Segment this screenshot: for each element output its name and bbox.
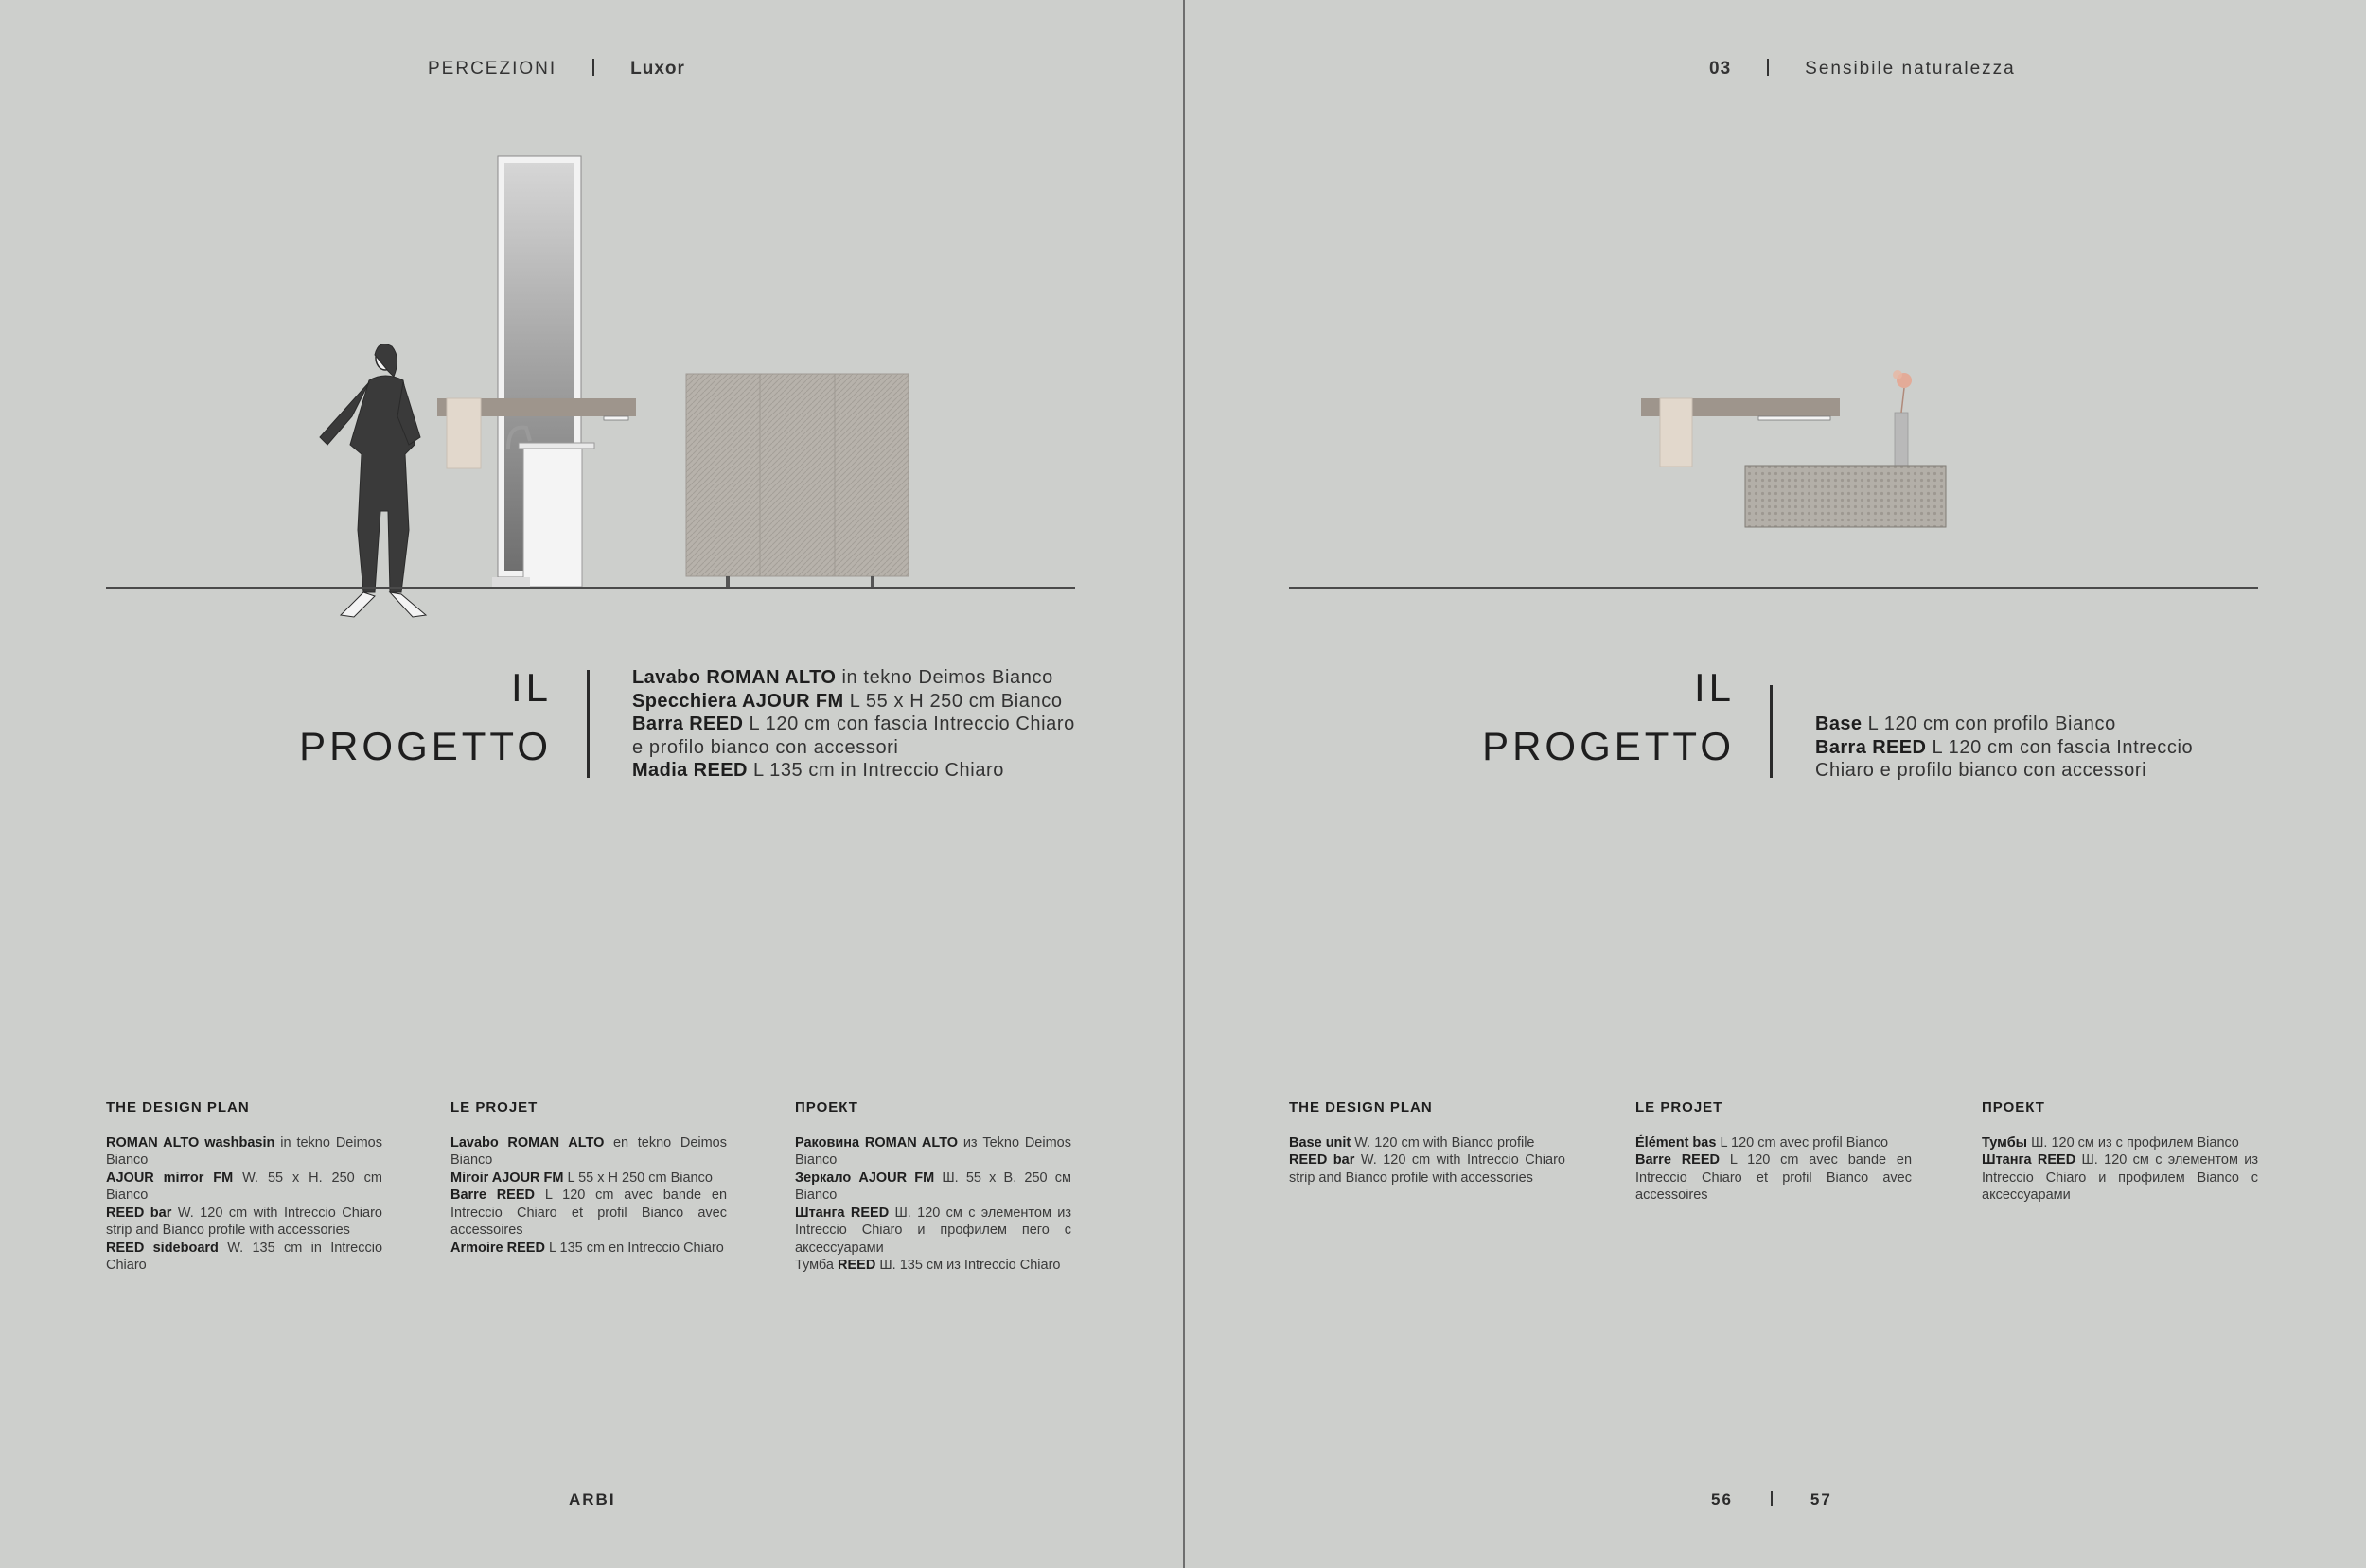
column-item: Раковина ROMAN ALTO из Tekno Deimos Bianco (795, 1135, 1071, 1168)
description-line: e profilo bianco con accessori (632, 736, 899, 758)
project-title (299, 659, 552, 776)
column-heading: ПРОЕКТ (1982, 1100, 2045, 1116)
chapter-title: Sensibile naturalezza (1805, 59, 2016, 79)
project-description (632, 666, 1075, 783)
column-french (450, 1100, 727, 1257)
chapter-number: 03 (1709, 59, 1732, 79)
base-unit-elevation-illustration (1183, 0, 2366, 662)
column-item: AJOUR mirror FM W. 55 x H. 250 cm Bianco (106, 1170, 382, 1203)
column-english (106, 1100, 382, 1275)
column-heading: THE DESIGN PLAN (106, 1100, 250, 1116)
column-item: REED bar W. 120 cm with Intreccio Chiaro strip and Bianco profile with accessories (1289, 1153, 1565, 1186)
title-line-1: IL (1693, 665, 1735, 710)
column-heading: LE PROJET (1635, 1100, 1723, 1116)
column-heading: ПРОЕКТ (795, 1100, 858, 1116)
title-divider (587, 670, 590, 778)
column-item: Barre REED L 120 cm avec bande en Intreccio Chiaro et profil Bianco avec accessoires (1635, 1153, 1913, 1203)
title-line-1: IL (510, 665, 552, 710)
collection-label: Luxor (630, 59, 685, 79)
column-item: Armoire REED L 135 cm en Intreccio Chiaro (450, 1240, 724, 1256)
description-line: Barra REED L 120 cm con fascia Intreccio Chiaro (632, 714, 1075, 734)
description-line: Chiaro e profilo bianco con accessori (1815, 760, 2147, 781)
base-unit (1745, 466, 1946, 527)
column-heading: LE PROJET (450, 1100, 539, 1116)
description-line: Specchiera AJOUR FM L 55 x H 250 cm Bianco (632, 690, 1063, 712)
column-item: REED sideboard W. 135 cm in Intreccio Chiaro (106, 1240, 383, 1273)
title-line-2: PROGETTO (1482, 724, 1735, 768)
vase-with-flower (1893, 370, 1912, 466)
section-label: PERCEZIONI (428, 59, 557, 79)
column-item: ROMAN ALTO washbasin in tekno Deimos Bianco (106, 1135, 382, 1168)
column-item: Lavabo ROMAN ALTO en tekno Deimos Bianco (450, 1135, 727, 1168)
column-english (1289, 1100, 1565, 1187)
column-item: Штанга REED Ш. 120 см с элементом из Intreccio Chiaro и профилем Bianco с аксессуарами (1982, 1153, 2258, 1203)
title-divider (1770, 685, 1773, 778)
right-page (1183, 0, 2366, 1568)
column-heading: THE DESIGN PLAN (1289, 1100, 1433, 1116)
footer-brand: ARBI (569, 1490, 616, 1508)
project-title (1482, 659, 1735, 776)
bathroom-elevation-illustration (0, 0, 1183, 662)
column-item: REED bar W. 120 cm with Intreccio Chiaro strip and Bianco profile with accessories (106, 1205, 382, 1238)
column-russian (1982, 1100, 2258, 1205)
page-number-left: 56 (1711, 1490, 1733, 1508)
column-item: Тумба REED Ш. 135 см из Intreccio Chiaro (795, 1258, 1061, 1273)
column-item: Base unit W. 120 cm with Bianco profile (1289, 1135, 1535, 1151)
column-item: Élément bas L 120 cm avec profil Bianco (1635, 1135, 1889, 1151)
description-line: Base L 120 cm con profilo Bianco (1815, 714, 2116, 734)
column-french (1635, 1100, 1912, 1205)
page-numbers (1711, 1490, 1832, 1509)
column-item: Штанга REED Ш. 120 см с элементом из Intreccio Chiaro и профилем пего с аксессуарами (795, 1205, 1071, 1256)
column-item: Miroir AJOUR FM L 55 x H 250 cm Bianco (450, 1170, 713, 1186)
project-description (1815, 713, 2193, 783)
description-line: Madia REED L 135 cm in Intreccio Chiaro (632, 760, 1005, 781)
separator (1771, 1491, 1773, 1506)
column-russian (795, 1100, 1071, 1275)
floor-line (1289, 587, 2258, 589)
scale-figure (320, 344, 426, 617)
column-item: Тумбы Ш. 120 см из с профилем Bianco (1982, 1135, 2239, 1151)
title-line-2: PROGETTO (299, 724, 552, 768)
description-line: Lavabo ROMAN ALTO in tekno Deimos Bianco (632, 667, 1053, 688)
reed-sideboard (686, 374, 909, 588)
page-number-right: 57 (1810, 1490, 1832, 1508)
column-item: Зеркало AJOUR FM Ш. 55 х В. 250 см Bianco (795, 1170, 1071, 1203)
reed-bar (1641, 398, 1840, 467)
column-item: Barre REED L 120 cm avec bande en Intreccio Chiaro et profil Bianco avec accessoires (450, 1188, 728, 1238)
floor-line (106, 587, 1075, 589)
description-line: Barra REED L 120 cm con fascia Intreccio (1815, 736, 2194, 758)
